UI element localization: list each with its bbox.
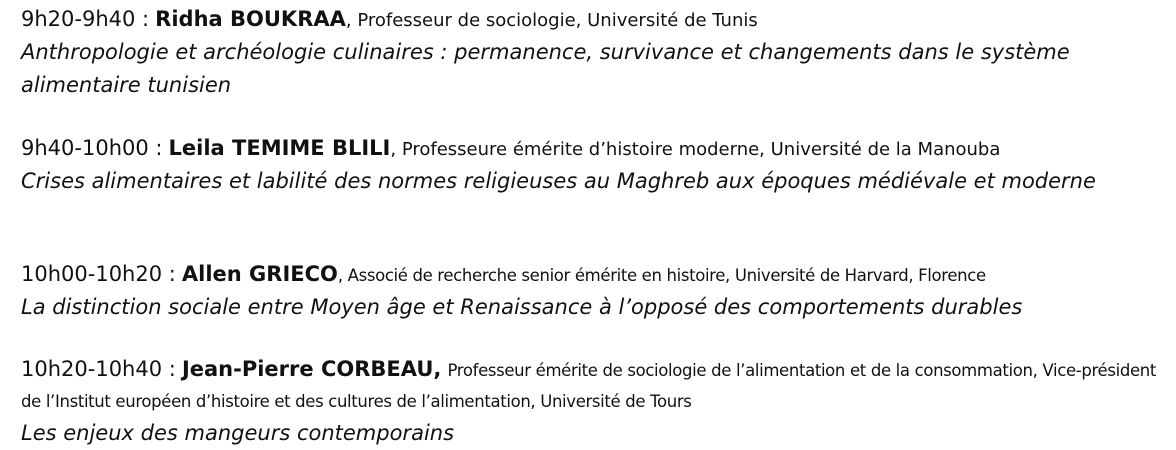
speaker-name: Jean-Pierre CORBEAU, xyxy=(181,357,442,381)
session-header xyxy=(21,133,1156,165)
talk-title: Crises alimentaires et labilité des normes religieuses au Maghreb aux époques médiévale et moderne xyxy=(21,169,1096,193)
speaker-affiliation: , Associé de recherche senior émérite en histoire, Université de Harvard, Florence xyxy=(337,266,986,285)
session-header xyxy=(21,4,1156,36)
speaker-affiliation: Professeur émérite de sociologie de l’alimentation et de la consommation, Vice-président de l’Institut européen d’histoire et des cultures de l’alimentation, Université de Tours xyxy=(21,361,1156,411)
session-entry xyxy=(21,354,1156,450)
session-time: 9h40-10h00 : xyxy=(21,136,163,160)
session-time: 10h20-10h40 : xyxy=(21,357,176,381)
speaker-name: Allen GRIECO xyxy=(181,262,338,286)
session-header xyxy=(21,259,1156,291)
session-entry xyxy=(21,133,1156,198)
session-time: 9h20-9h40 : xyxy=(21,7,150,31)
session-header xyxy=(21,354,1156,417)
speaker-affiliation: , Professeur de sociologie, Université de Tunis xyxy=(345,10,758,31)
speaker-affiliation: , Professeure émérite d’histoire moderne, Université de la Manouba xyxy=(390,139,1001,160)
session-time: 10h00-10h20 : xyxy=(21,262,176,286)
talk-title: La distinction sociale entre Moyen âge et Renaissance à l’opposé des comportements durables xyxy=(21,295,1023,319)
speaker-name: Ridha BOUKRAA xyxy=(155,7,346,31)
session-entry xyxy=(21,259,1156,324)
speaker-name: Leila TEMIME BLILI xyxy=(168,136,391,160)
session-entry xyxy=(21,4,1156,102)
talk-title: Anthropologie et archéologie culinaires : permanence, survivance et changements dans le système alimentaire tunisien xyxy=(21,40,1070,97)
talk-title: Les enjeux des mangeurs contemporains xyxy=(21,421,455,445)
